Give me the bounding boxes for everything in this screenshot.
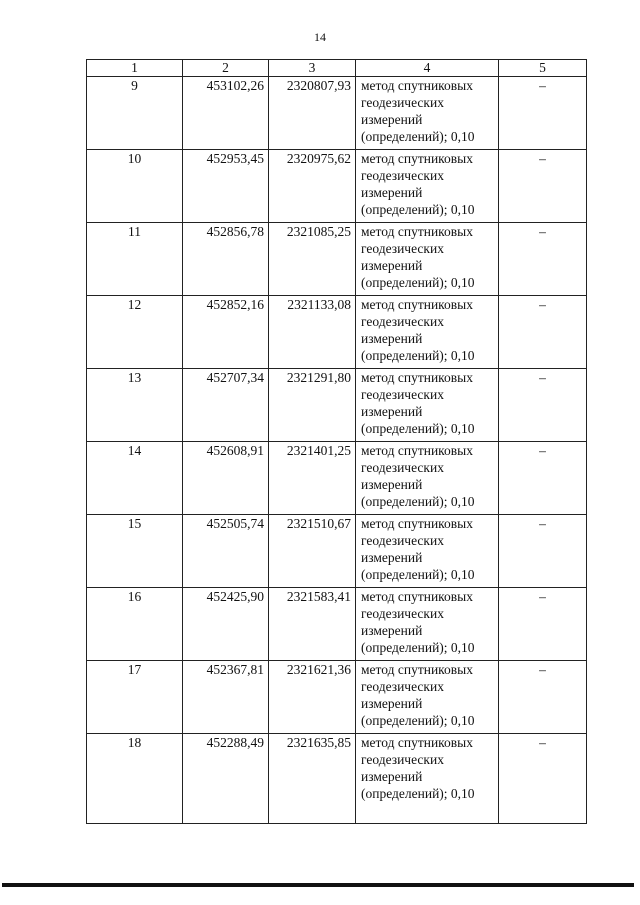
method-line: метод спутниковых: [361, 78, 473, 93]
table-row: [87, 223, 587, 296]
note-cell: –: [499, 661, 587, 734]
coord-x: 452608,91: [183, 442, 269, 515]
point-number: 13: [87, 369, 183, 442]
method-line: геодезических: [361, 168, 444, 183]
coord-y: 2321401,25: [269, 442, 356, 515]
method-line: измерений: [361, 331, 423, 346]
coord-x: 452367,81: [183, 661, 269, 734]
note-cell: –: [499, 296, 587, 369]
coord-y: 2321510,67: [269, 515, 356, 588]
header-col-3: 3: [269, 60, 356, 77]
method-line: измерений: [361, 404, 423, 419]
note-cell: –: [499, 734, 587, 824]
method-line: измерений: [361, 696, 423, 711]
note-cell: –: [499, 77, 587, 150]
method-line: (определений); 0,10: [361, 202, 475, 217]
method-line: измерений: [361, 623, 423, 638]
method-line: измерений: [361, 258, 423, 273]
method-cell: [356, 223, 499, 296]
method-cell: [356, 734, 499, 824]
note-cell: –: [499, 515, 587, 588]
method-line: (определений); 0,10: [361, 640, 475, 655]
method-line: геодезических: [361, 460, 444, 475]
method-line: метод спутниковых: [361, 662, 473, 677]
page-number: 14: [314, 30, 326, 44]
point-number: 15: [87, 515, 183, 588]
method-cell: [356, 369, 499, 442]
point-number: 17: [87, 661, 183, 734]
method-line: геодезических: [361, 95, 444, 110]
header-col-1: 1: [87, 60, 183, 77]
method-cell: [356, 150, 499, 223]
coord-x: 452852,16: [183, 296, 269, 369]
note-cell: –: [499, 150, 587, 223]
coord-y: 2321291,80: [269, 369, 356, 442]
coord-x: 452856,78: [183, 223, 269, 296]
method-line: (определений); 0,10: [361, 129, 475, 144]
method-line: метод спутниковых: [361, 370, 473, 385]
note-cell: –: [499, 369, 587, 442]
method-line: метод спутниковых: [361, 297, 473, 312]
coord-x: 452425,90: [183, 588, 269, 661]
coord-x: 452707,34: [183, 369, 269, 442]
coord-y: 2321085,25: [269, 223, 356, 296]
table-row: [87, 588, 587, 661]
point-number: 14: [87, 442, 183, 515]
note-cell: –: [499, 442, 587, 515]
note-cell: –: [499, 588, 587, 661]
method-line: (определений); 0,10: [361, 275, 475, 290]
point-number: 9: [87, 77, 183, 150]
coord-y: 2321133,08: [269, 296, 356, 369]
table-row: [87, 515, 587, 588]
coord-x: 452505,74: [183, 515, 269, 588]
coord-x: 453102,26: [183, 77, 269, 150]
point-number: 11: [87, 223, 183, 296]
table-row: [87, 734, 587, 824]
method-line: измерений: [361, 477, 423, 492]
table-row: [87, 77, 587, 150]
method-line: (определений); 0,10: [361, 713, 475, 728]
method-line: (определений); 0,10: [361, 567, 475, 582]
coord-y: 2321635,85: [269, 734, 356, 824]
table-row: [87, 150, 587, 223]
point-number: 18: [87, 734, 183, 824]
method-line: метод спутниковых: [361, 224, 473, 239]
method-line: (определений); 0,10: [361, 494, 475, 509]
table-row: [87, 369, 587, 442]
method-line: метод спутниковых: [361, 589, 473, 604]
method-line: измерений: [361, 550, 423, 565]
coordinates-table: [86, 59, 587, 824]
method-line: (определений); 0,10: [361, 421, 475, 436]
method-line: метод спутниковых: [361, 151, 473, 166]
point-number: 10: [87, 150, 183, 223]
bottom-rule: [2, 883, 634, 887]
header-col-5: 5: [499, 60, 587, 77]
header-col-4: 4: [356, 60, 499, 77]
table-row: [87, 296, 587, 369]
method-cell: [356, 515, 499, 588]
coord-x: 452953,45: [183, 150, 269, 223]
method-line: геодезических: [361, 752, 444, 767]
method-line: измерений: [361, 185, 423, 200]
coord-y: 2320807,93: [269, 77, 356, 150]
method-line: (определений); 0,10: [361, 786, 475, 801]
method-line: метод спутниковых: [361, 516, 473, 531]
coord-y: 2321621,36: [269, 661, 356, 734]
method-cell: [356, 588, 499, 661]
method-line: геодезических: [361, 314, 444, 329]
header-row: [87, 60, 587, 77]
point-number: 16: [87, 588, 183, 661]
note-cell: –: [499, 223, 587, 296]
method-line: измерений: [361, 112, 423, 127]
method-cell: [356, 77, 499, 150]
method-line: геодезических: [361, 606, 444, 621]
table-row: [87, 442, 587, 515]
method-line: геодезических: [361, 533, 444, 548]
coord-y: 2320975,62: [269, 150, 356, 223]
coord-x: 452288,49: [183, 734, 269, 824]
method-line: геодезических: [361, 241, 444, 256]
point-number: 12: [87, 296, 183, 369]
header-col-2: 2: [183, 60, 269, 77]
method-line: метод спутниковых: [361, 443, 473, 458]
method-line: измерений: [361, 769, 423, 784]
method-cell: [356, 442, 499, 515]
table-row: [87, 661, 587, 734]
method-cell: [356, 661, 499, 734]
method-cell: [356, 296, 499, 369]
method-line: геодезических: [361, 387, 444, 402]
method-line: геодезических: [361, 679, 444, 694]
method-line: метод спутниковых: [361, 735, 473, 750]
method-line: (определений); 0,10: [361, 348, 475, 363]
coord-y: 2321583,41: [269, 588, 356, 661]
